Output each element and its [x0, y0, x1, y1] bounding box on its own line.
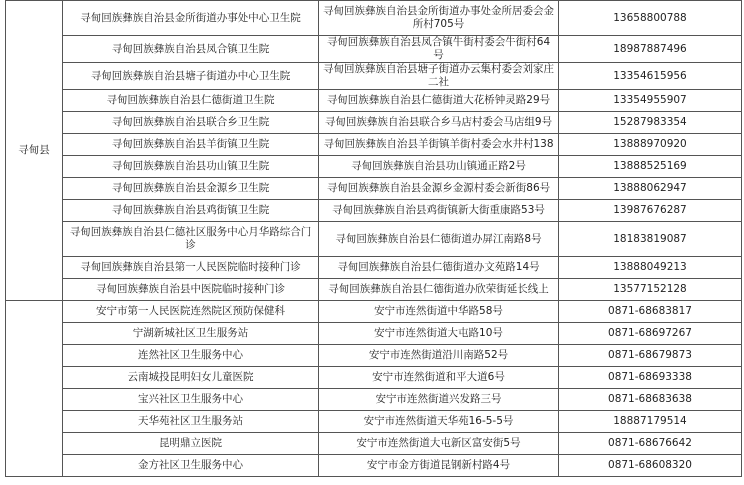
- facility-name-cell: 寻甸回族彝族自治县联合乡卫生院: [63, 112, 319, 134]
- table-row: [6, 178, 742, 200]
- phone-cell: 13987676287: [559, 200, 742, 222]
- address-cell: 寻甸回族彝族自治县鸡街镇新大街重康路53号: [319, 200, 559, 222]
- table-row: [6, 279, 742, 301]
- address-cell: 安宁市连然街道兴发路三号: [319, 389, 559, 411]
- phone-cell: 0871-68683817: [559, 301, 742, 323]
- table-row: [6, 433, 742, 455]
- facility-name-cell: 寻甸回族彝族自治县中医院临时接种门诊: [63, 279, 319, 301]
- address-cell: 寻甸回族彝族自治县仁德街道办屏江南路8号: [319, 222, 559, 257]
- facility-name-cell: 连然社区卫生服务中心: [63, 345, 319, 367]
- facility-name-cell: 寻甸回族彝族自治县塘子街道办中心卫生院: [63, 63, 319, 90]
- phone-cell: 15287983354: [559, 112, 742, 134]
- address-cell: 寻甸回族彝族自治县金源乡金源村委会新街86号: [319, 178, 559, 200]
- facility-name-cell: 寻甸回族彝族自治县鸡街镇卫生院: [63, 200, 319, 222]
- facility-name-cell: 寻甸回族彝族自治县凤合镇卫生院: [63, 36, 319, 63]
- facility-name-cell: 寻甸回族彝族自治县功山镇卫生院: [63, 156, 319, 178]
- address-cell: 安宁市连然街道大屯路10号: [319, 323, 559, 345]
- address-cell: 寻甸回族彝族自治县羊街镇羊街村委会水井村138: [319, 134, 559, 156]
- phone-cell: 0871-68697267: [559, 323, 742, 345]
- table-row: [6, 411, 742, 433]
- facility-name-cell: 宁湖新城社区卫生服务站: [63, 323, 319, 345]
- table-body: [6, 1, 742, 477]
- table-row: [6, 200, 742, 222]
- address-cell: 安宁市连然街道中华路58号: [319, 301, 559, 323]
- address-cell: 安宁市连然街道大屯新区富安街5号: [319, 433, 559, 455]
- facility-name-cell: 寻甸回族彝族自治县仁德街道卫生院: [63, 90, 319, 112]
- facility-name-cell: 宝兴社区卫生服务中心: [63, 389, 319, 411]
- table-row: [6, 63, 742, 90]
- facility-name-cell: 寻甸回族彝族自治县第一人民医院临时接种门诊: [63, 257, 319, 279]
- facility-name-cell: 金方社区卫生服务中心: [63, 455, 319, 477]
- table-row: [6, 301, 742, 323]
- table-row: [6, 323, 742, 345]
- table-row: [6, 134, 742, 156]
- facility-name-cell: 寻甸回族彝族自治县仁德社区服务中心月华路综合门诊: [63, 222, 319, 257]
- facility-name-cell: 寻甸回族彝族自治县金源乡卫生院: [63, 178, 319, 200]
- address-cell: 寻甸回族彝族自治县仁德街道办文苑路14号: [319, 257, 559, 279]
- address-cell: 寻甸回族彝族自治县塘子街道办云集村委会刘家庄二社: [319, 63, 559, 90]
- address-cell: 安宁市连然街道天华苑16-5-5号: [319, 411, 559, 433]
- phone-cell: 0871-68693338: [559, 367, 742, 389]
- table-row: [6, 367, 742, 389]
- phone-cell: 18183819087: [559, 222, 742, 257]
- table-row: [6, 257, 742, 279]
- phone-cell: 13658800788: [559, 1, 742, 36]
- address-cell: 寻甸回族彝族自治县功山镇通正路2号: [319, 156, 559, 178]
- phone-cell: 13888049213: [559, 257, 742, 279]
- table-row: [6, 36, 742, 63]
- phone-cell: 0871-68608320: [559, 455, 742, 477]
- table-row: [6, 389, 742, 411]
- phone-cell: 18887179514: [559, 411, 742, 433]
- address-cell: 寻甸回族彝族自治县仁德街道大花桥钟灵路29号: [319, 90, 559, 112]
- table-row: [6, 345, 742, 367]
- facility-name-cell: 寻甸回族彝族自治县羊街镇卫生院: [63, 134, 319, 156]
- phone-cell: 0871-68676642: [559, 433, 742, 455]
- phone-cell: 13888062947: [559, 178, 742, 200]
- facility-name-cell: 昆明鼎立医院: [63, 433, 319, 455]
- address-cell: 安宁市金方街道昆钢新村路4号: [319, 455, 559, 477]
- facility-name-cell: 寻甸回族彝族自治县金所街道办事处中心卫生院: [63, 1, 319, 36]
- facility-name-cell: 天华苑社区卫生服务站: [63, 411, 319, 433]
- address-cell: 寻甸回族彝族自治县仁德街道办欣荣街延长线上: [319, 279, 559, 301]
- address-cell: 寻甸回族彝族自治县金所街道办事处金所居委会金所村705号: [319, 1, 559, 36]
- region-cell: [6, 301, 63, 477]
- phone-cell: 13354615956: [559, 63, 742, 90]
- address-cell: 安宁市连然街道和平大道6号: [319, 367, 559, 389]
- vaccination-sites-table: [5, 0, 742, 477]
- table-row: [6, 1, 742, 36]
- table-row: [6, 90, 742, 112]
- phone-cell: 13888970920: [559, 134, 742, 156]
- table-row: [6, 222, 742, 257]
- phone-cell: 18987887496: [559, 36, 742, 63]
- table-row: [6, 156, 742, 178]
- address-cell: 寻甸回族彝族自治县联合乡马店村委会马店组9号: [319, 112, 559, 134]
- region-cell: 寻甸县: [6, 1, 63, 301]
- address-cell: 寻甸回族彝族自治县凤合镇牛街村委会牛街村64号: [319, 36, 559, 63]
- facility-name-cell: 云南城投昆明妇女儿童医院: [63, 367, 319, 389]
- table-row: [6, 112, 742, 134]
- phone-cell: 13888525169: [559, 156, 742, 178]
- phone-cell: 0871-68683638: [559, 389, 742, 411]
- table-row: [6, 455, 742, 477]
- phone-cell: 13577152128: [559, 279, 742, 301]
- address-cell: 安宁市连然街道沿川南路52号: [319, 345, 559, 367]
- phone-cell: 0871-68679873: [559, 345, 742, 367]
- facility-name-cell: 安宁市第一人民医院连然院区预防保健科: [63, 301, 319, 323]
- phone-cell: 13354955907: [559, 90, 742, 112]
